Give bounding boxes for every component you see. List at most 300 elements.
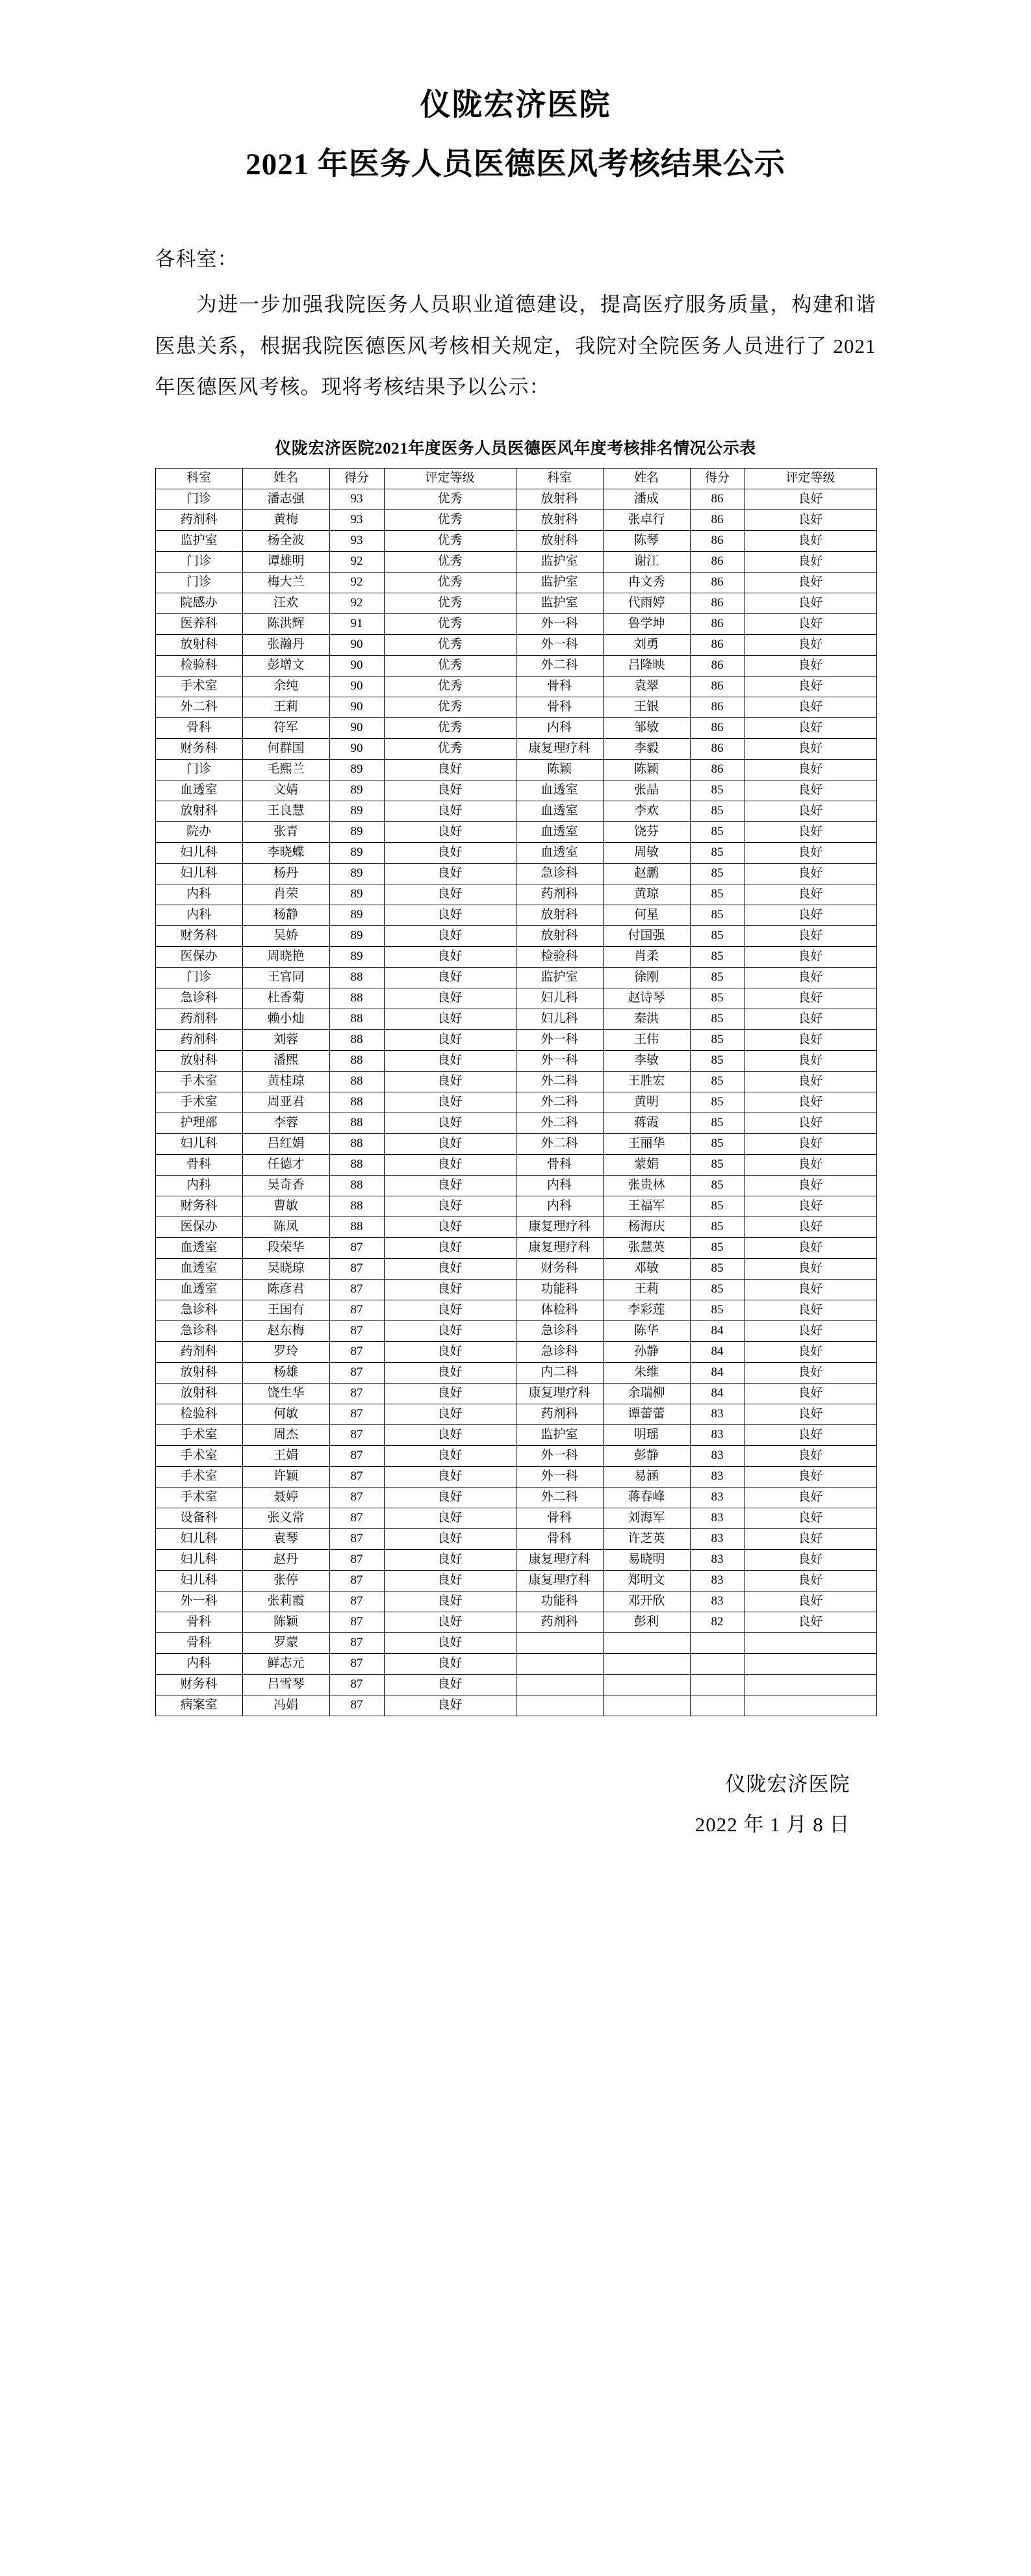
table-cell: 李毅 <box>603 739 690 760</box>
table-cell: 妇儿科 <box>516 988 603 1009</box>
table-cell-empty <box>603 1633 690 1654</box>
table-cell: 89 <box>329 843 384 864</box>
table-cell: 外一科 <box>516 635 603 656</box>
table-cell: 良好 <box>745 1196 876 1217</box>
table-cell: 手术室 <box>155 1072 242 1092</box>
table-cell: 良好 <box>745 1321 876 1342</box>
table-cell: 良好 <box>745 531 876 552</box>
table-cell: 潘成 <box>603 489 690 510</box>
table-cell: 良好 <box>745 1425 876 1446</box>
table-cell: 88 <box>329 1009 384 1030</box>
table-cell: 良好 <box>745 1384 876 1404</box>
table-row <box>155 739 876 760</box>
table-cell: 良好 <box>384 947 516 968</box>
table-cell: 86 <box>690 531 745 552</box>
table-cell: 89 <box>329 780 384 801</box>
table-cell: 83 <box>690 1467 745 1488</box>
table-cell: 外二科 <box>516 1072 603 1092</box>
column-header: 得分 <box>690 469 745 489</box>
table-cell: 监护室 <box>516 593 603 614</box>
table-row <box>155 1508 876 1529</box>
table-cell: 急诊科 <box>155 1300 242 1321</box>
table-cell: 急诊科 <box>516 864 603 884</box>
table-row <box>155 1051 876 1072</box>
table-cell: 周敏 <box>603 843 690 864</box>
table-cell: 饶芬 <box>603 822 690 843</box>
table-cell: 急诊科 <box>516 1342 603 1363</box>
table-cell: 康复理疗科 <box>516 739 603 760</box>
table-cell-empty <box>603 1675 690 1695</box>
table-cell: 易涵 <box>603 1467 690 1488</box>
table-cell: 冉文秀 <box>603 573 690 593</box>
table-cell: 外一科 <box>155 1591 242 1612</box>
table-cell: 骨科 <box>516 676 603 697</box>
table-cell: 优秀 <box>384 614 516 635</box>
table-cell: 代雨婷 <box>603 593 690 614</box>
table-cell: 毛熙兰 <box>242 760 329 780</box>
table-row <box>155 1134 876 1155</box>
table-cell: 陈琴 <box>603 531 690 552</box>
table-row <box>155 1092 876 1113</box>
table-cell: 外一科 <box>516 614 603 635</box>
table-cell: 孙静 <box>603 1342 690 1363</box>
table-cell: 吕红娟 <box>242 1134 329 1155</box>
table-cell: 放射科 <box>516 926 603 947</box>
table-cell: 放射科 <box>516 905 603 926</box>
table-cell-empty <box>745 1633 876 1654</box>
table-cell: 良好 <box>384 1384 516 1404</box>
table-row <box>155 780 876 801</box>
table-cell: 良好 <box>384 1342 516 1363</box>
table-cell: 85 <box>690 905 745 926</box>
table-row <box>155 1113 876 1134</box>
table-cell: 良好 <box>745 1092 876 1113</box>
table-cell: 张莉霞 <box>242 1591 329 1612</box>
table-cell: 良好 <box>384 1321 516 1342</box>
table-cell: 杨雄 <box>242 1363 329 1384</box>
table-row <box>155 988 876 1009</box>
table-cell: 许芝英 <box>603 1529 690 1550</box>
table-cell: 90 <box>329 676 384 697</box>
table-cell: 周晓艳 <box>242 947 329 968</box>
table-cell: 良好 <box>745 1051 876 1072</box>
table-cell: 赵诗琴 <box>603 988 690 1009</box>
table-row <box>155 760 876 780</box>
table-cell: 89 <box>329 926 384 947</box>
table-cell: 良好 <box>745 1446 876 1467</box>
table-cell-empty <box>745 1675 876 1695</box>
table-cell: 86 <box>690 656 745 676</box>
table-row <box>155 697 876 718</box>
table-cell: 良好 <box>384 1446 516 1467</box>
table-cell: 李晓蝶 <box>242 843 329 864</box>
table-cell: 87 <box>329 1238 384 1259</box>
table-cell: 周杰 <box>242 1425 329 1446</box>
table-row <box>155 635 876 656</box>
table-cell: 邓开欣 <box>603 1591 690 1612</box>
signature-org: 仪陇宏济医院 <box>725 1773 850 1796</box>
table-cell: 王福军 <box>603 1196 690 1217</box>
table-cell: 86 <box>690 614 745 635</box>
table-cell: 吕隆映 <box>603 656 690 676</box>
table-cell: 良好 <box>384 1155 516 1176</box>
table-row <box>155 1612 876 1633</box>
table-cell: 85 <box>690 1092 745 1113</box>
table-cell: 85 <box>690 1300 745 1321</box>
table-cell: 87 <box>329 1550 384 1571</box>
table-cell: 良好 <box>384 968 516 988</box>
table-cell: 83 <box>690 1571 745 1591</box>
table-cell: 检验科 <box>516 947 603 968</box>
table-cell: 付国强 <box>603 926 690 947</box>
table-row <box>155 1217 876 1238</box>
table-row <box>155 1238 876 1259</box>
table-cell: 符军 <box>242 718 329 739</box>
table-cell: 良好 <box>745 1571 876 1591</box>
table-cell: 89 <box>329 760 384 780</box>
table-cell: 赖小灿 <box>242 1009 329 1030</box>
table-row <box>155 1488 876 1508</box>
table-cell: 王莉 <box>242 697 329 718</box>
table-cell: 良好 <box>745 593 876 614</box>
table-cell: 放射科 <box>155 635 242 656</box>
table-cell-empty <box>516 1675 603 1695</box>
table-cell: 87 <box>329 1571 384 1591</box>
table-cell: 良好 <box>384 1675 516 1695</box>
table-cell: 陈颖 <box>516 760 603 780</box>
table-cell: 监护室 <box>516 1425 603 1446</box>
table-cell: 良好 <box>745 905 876 926</box>
column-header: 得分 <box>329 469 384 489</box>
table-cell: 87 <box>329 1633 384 1654</box>
table-cell: 良好 <box>745 1238 876 1259</box>
table-cell: 王国有 <box>242 1300 329 1321</box>
table-cell: 急诊科 <box>155 1321 242 1342</box>
table-cell: 良好 <box>745 1404 876 1425</box>
table-cell: 良好 <box>384 1072 516 1092</box>
table-row <box>155 1363 876 1384</box>
table-cell: 邹敏 <box>603 718 690 739</box>
table-cell: 良好 <box>745 1030 876 1051</box>
table-cell: 妇儿科 <box>155 864 242 884</box>
table-row <box>155 656 876 676</box>
table-cell: 优秀 <box>384 739 516 760</box>
table-row <box>155 1446 876 1467</box>
column-header: 评定等级 <box>384 469 516 489</box>
table-cell: 赵鹏 <box>603 864 690 884</box>
table-cell: 妇儿科 <box>155 843 242 864</box>
table-row <box>155 1591 876 1612</box>
table-cell: 良好 <box>384 988 516 1009</box>
table-cell: 妇儿科 <box>155 1529 242 1550</box>
table-cell: 陈凤 <box>242 1217 329 1238</box>
table-cell: 92 <box>329 552 384 573</box>
table-cell: 优秀 <box>384 573 516 593</box>
table-cell: 检验科 <box>155 656 242 676</box>
table-cell: 良好 <box>384 1363 516 1384</box>
table-cell: 88 <box>329 1092 384 1113</box>
table-row <box>155 531 876 552</box>
table-cell: 良好 <box>384 926 516 947</box>
table-cell: 良好 <box>745 968 876 988</box>
table-cell: 吴奇香 <box>242 1176 329 1196</box>
table-cell: 杨静 <box>242 905 329 926</box>
table-cell: 良好 <box>384 1238 516 1259</box>
table-row <box>155 843 876 864</box>
table-cell: 徐刚 <box>603 968 690 988</box>
table-cell: 放射科 <box>155 1363 242 1384</box>
column-header: 评定等级 <box>745 469 876 489</box>
table-cell: 药剂科 <box>155 1342 242 1363</box>
table-cell: 药剂科 <box>516 1404 603 1425</box>
table-cell: 优秀 <box>384 531 516 552</box>
table-cell: 黄桂琼 <box>242 1072 329 1092</box>
table-cell: 85 <box>690 1155 745 1176</box>
table-cell: 设备科 <box>155 1508 242 1529</box>
table-cell: 骨科 <box>155 1633 242 1654</box>
table-cell: 良好 <box>384 1176 516 1196</box>
table-cell: 88 <box>329 1051 384 1072</box>
table-header-row <box>155 469 876 489</box>
table-cell: 汪欢 <box>242 593 329 614</box>
table-cell: 内科 <box>155 905 242 926</box>
table-cell: 88 <box>329 988 384 1009</box>
table-cell: 85 <box>690 988 745 1009</box>
table-cell: 何星 <box>603 905 690 926</box>
table-cell: 86 <box>690 489 745 510</box>
table-cell: 良好 <box>384 1092 516 1113</box>
table-row <box>155 801 876 822</box>
table-cell: 优秀 <box>384 552 516 573</box>
table-cell: 医保办 <box>155 947 242 968</box>
table-cell: 财务科 <box>155 1196 242 1217</box>
table-cell: 良好 <box>384 1591 516 1612</box>
table-cell: 血透室 <box>155 780 242 801</box>
table-cell: 88 <box>329 1217 384 1238</box>
table-cell: 83 <box>690 1591 745 1612</box>
table-cell: 88 <box>329 1134 384 1155</box>
column-header: 科室 <box>155 469 242 489</box>
table-cell-empty <box>690 1654 745 1675</box>
table-cell: 药剂科 <box>155 1030 242 1051</box>
table-cell: 88 <box>329 1072 384 1092</box>
table-cell: 87 <box>329 1467 384 1488</box>
table-cell: 良好 <box>384 1113 516 1134</box>
table-cell: 李彩莲 <box>603 1300 690 1321</box>
table-cell: 放射科 <box>155 1384 242 1404</box>
table-row <box>155 905 876 926</box>
table-cell: 86 <box>690 635 745 656</box>
table-cell: 外二科 <box>516 1113 603 1134</box>
table-row <box>155 1404 876 1425</box>
table-cell: 张贵林 <box>603 1176 690 1196</box>
table-cell: 放射科 <box>516 531 603 552</box>
table-cell: 良好 <box>745 1217 876 1238</box>
table-cell: 良好 <box>384 1654 516 1675</box>
table-cell: 良好 <box>745 1342 876 1363</box>
table-cell: 86 <box>690 552 745 573</box>
table-cell: 87 <box>329 1529 384 1550</box>
table-cell: 检验科 <box>155 1404 242 1425</box>
table-cell: 良好 <box>384 760 516 780</box>
table-cell: 良好 <box>384 1612 516 1633</box>
results-table-wrap <box>155 468 876 1716</box>
table-cell: 血透室 <box>516 780 603 801</box>
table-cell: 财务科 <box>516 1259 603 1280</box>
table-cell-empty <box>516 1654 603 1675</box>
table-cell: 良好 <box>745 1529 876 1550</box>
table-cell: 84 <box>690 1363 745 1384</box>
page-title: 2021 年医务人员医德医风考核结果公示 <box>246 147 785 181</box>
table-cell: 85 <box>690 1259 745 1280</box>
table-cell: 优秀 <box>384 489 516 510</box>
table-cell: 93 <box>329 489 384 510</box>
table-cell: 良好 <box>745 552 876 573</box>
table-cell: 康复理疗科 <box>516 1217 603 1238</box>
table-cell: 财务科 <box>155 739 242 760</box>
table-cell: 88 <box>329 1176 384 1196</box>
table-row <box>155 1550 876 1571</box>
table-cell: 梅大兰 <box>242 573 329 593</box>
table-cell: 张卓行 <box>603 510 690 531</box>
table-cell: 89 <box>329 947 384 968</box>
table-row <box>155 489 876 510</box>
table-cell: 良好 <box>745 864 876 884</box>
table-cell-empty <box>690 1633 745 1654</box>
table-cell: 康复理疗科 <box>516 1571 603 1591</box>
table-cell: 93 <box>329 510 384 531</box>
table-cell: 体检科 <box>516 1300 603 1321</box>
body-text <box>155 238 876 408</box>
table-cell: 功能科 <box>516 1591 603 1612</box>
table-cell: 85 <box>690 926 745 947</box>
table-cell: 余纯 <box>242 676 329 697</box>
table-cell: 84 <box>690 1384 745 1404</box>
table-cell: 郑明文 <box>603 1571 690 1591</box>
table-cell: 谭雄明 <box>242 552 329 573</box>
table-cell: 血透室 <box>155 1238 242 1259</box>
table-row <box>155 1300 876 1321</box>
table-cell: 药剂科 <box>516 1612 603 1633</box>
table-cell: 外二科 <box>516 1134 603 1155</box>
table-cell: 手术室 <box>155 1425 242 1446</box>
table-cell: 明瑶 <box>603 1425 690 1446</box>
table-row <box>155 822 876 843</box>
table-cell: 彭利 <box>603 1612 690 1633</box>
table-cell: 外二科 <box>516 1488 603 1508</box>
table-cell: 良好 <box>745 1300 876 1321</box>
table-cell: 血透室 <box>155 1259 242 1280</box>
table-cell: 肖柔 <box>603 947 690 968</box>
table-row <box>155 1425 876 1446</box>
table-cell: 87 <box>329 1675 384 1695</box>
table-cell: 85 <box>690 1280 745 1300</box>
hospital-title: 仪陇宏济医院 <box>420 88 611 122</box>
table-cell: 外一科 <box>516 1446 603 1467</box>
table-cell: 良好 <box>384 864 516 884</box>
table-row <box>155 1571 876 1591</box>
table-cell: 良好 <box>745 573 876 593</box>
table-cell: 良好 <box>745 614 876 635</box>
table-cell: 周亚君 <box>242 1092 329 1113</box>
table-cell: 优秀 <box>384 718 516 739</box>
table-cell: 良好 <box>384 1550 516 1571</box>
table-cell: 谢江 <box>603 552 690 573</box>
table-cell: 87 <box>329 1259 384 1280</box>
table-cell: 优秀 <box>384 697 516 718</box>
table-cell: 手术室 <box>155 1467 242 1488</box>
table-cell: 90 <box>329 635 384 656</box>
table-cell: 李蓉 <box>242 1113 329 1134</box>
table-cell: 张慧英 <box>603 1238 690 1259</box>
table-cell: 良好 <box>745 676 876 697</box>
table-cell: 陈华 <box>603 1321 690 1342</box>
signature-block <box>155 1764 876 1845</box>
table-cell: 放射科 <box>155 1051 242 1072</box>
table-cell: 王莉 <box>603 1280 690 1300</box>
table-cell: 内科 <box>155 1176 242 1196</box>
table-cell: 优秀 <box>384 635 516 656</box>
table-cell: 李欢 <box>603 801 690 822</box>
table-cell: 许颖 <box>242 1467 329 1488</box>
table-row <box>155 718 876 739</box>
table-cell: 89 <box>329 905 384 926</box>
table-cell: 血透室 <box>516 843 603 864</box>
table-cell: 潘志强 <box>242 489 329 510</box>
table-cell: 财务科 <box>155 1675 242 1695</box>
table-cell: 良好 <box>384 1259 516 1280</box>
table-cell: 任德才 <box>242 1155 329 1176</box>
table-cell: 87 <box>329 1280 384 1300</box>
table-cell: 刘蓉 <box>242 1030 329 1051</box>
table-cell: 院办 <box>155 822 242 843</box>
table-cell: 医养科 <box>155 614 242 635</box>
table-cell: 吴娇 <box>242 926 329 947</box>
table-cell: 饶生华 <box>242 1384 329 1404</box>
table-cell: 血透室 <box>516 801 603 822</box>
table-cell: 良好 <box>745 843 876 864</box>
table-row <box>155 1695 876 1716</box>
table-cell: 鲁学坤 <box>603 614 690 635</box>
table-cell: 85 <box>690 947 745 968</box>
table-row <box>155 1176 876 1196</box>
table-cell: 手术室 <box>155 1446 242 1467</box>
table-cell: 良好 <box>745 884 876 905</box>
column-header: 姓名 <box>242 469 329 489</box>
table-cell: 85 <box>690 1238 745 1259</box>
table-cell: 良好 <box>384 780 516 801</box>
table-cell: 何敏 <box>242 1404 329 1425</box>
table-cell: 骨科 <box>516 697 603 718</box>
table-cell: 88 <box>329 968 384 988</box>
table-cell: 刘勇 <box>603 635 690 656</box>
table-cell: 84 <box>690 1321 745 1342</box>
table-row <box>155 1467 876 1488</box>
table-cell: 90 <box>329 656 384 676</box>
table-row <box>155 1529 876 1550</box>
table-cell-empty <box>603 1654 690 1675</box>
table-cell: 门诊 <box>155 968 242 988</box>
table-cell: 85 <box>690 801 745 822</box>
table-cell: 良好 <box>384 822 516 843</box>
table-cell: 外一科 <box>516 1030 603 1051</box>
table-row <box>155 676 876 697</box>
table-cell: 王银 <box>603 697 690 718</box>
table-cell: 良好 <box>384 1467 516 1488</box>
table-cell: 内科 <box>516 718 603 739</box>
table-cell: 86 <box>690 697 745 718</box>
table-row <box>155 968 876 988</box>
